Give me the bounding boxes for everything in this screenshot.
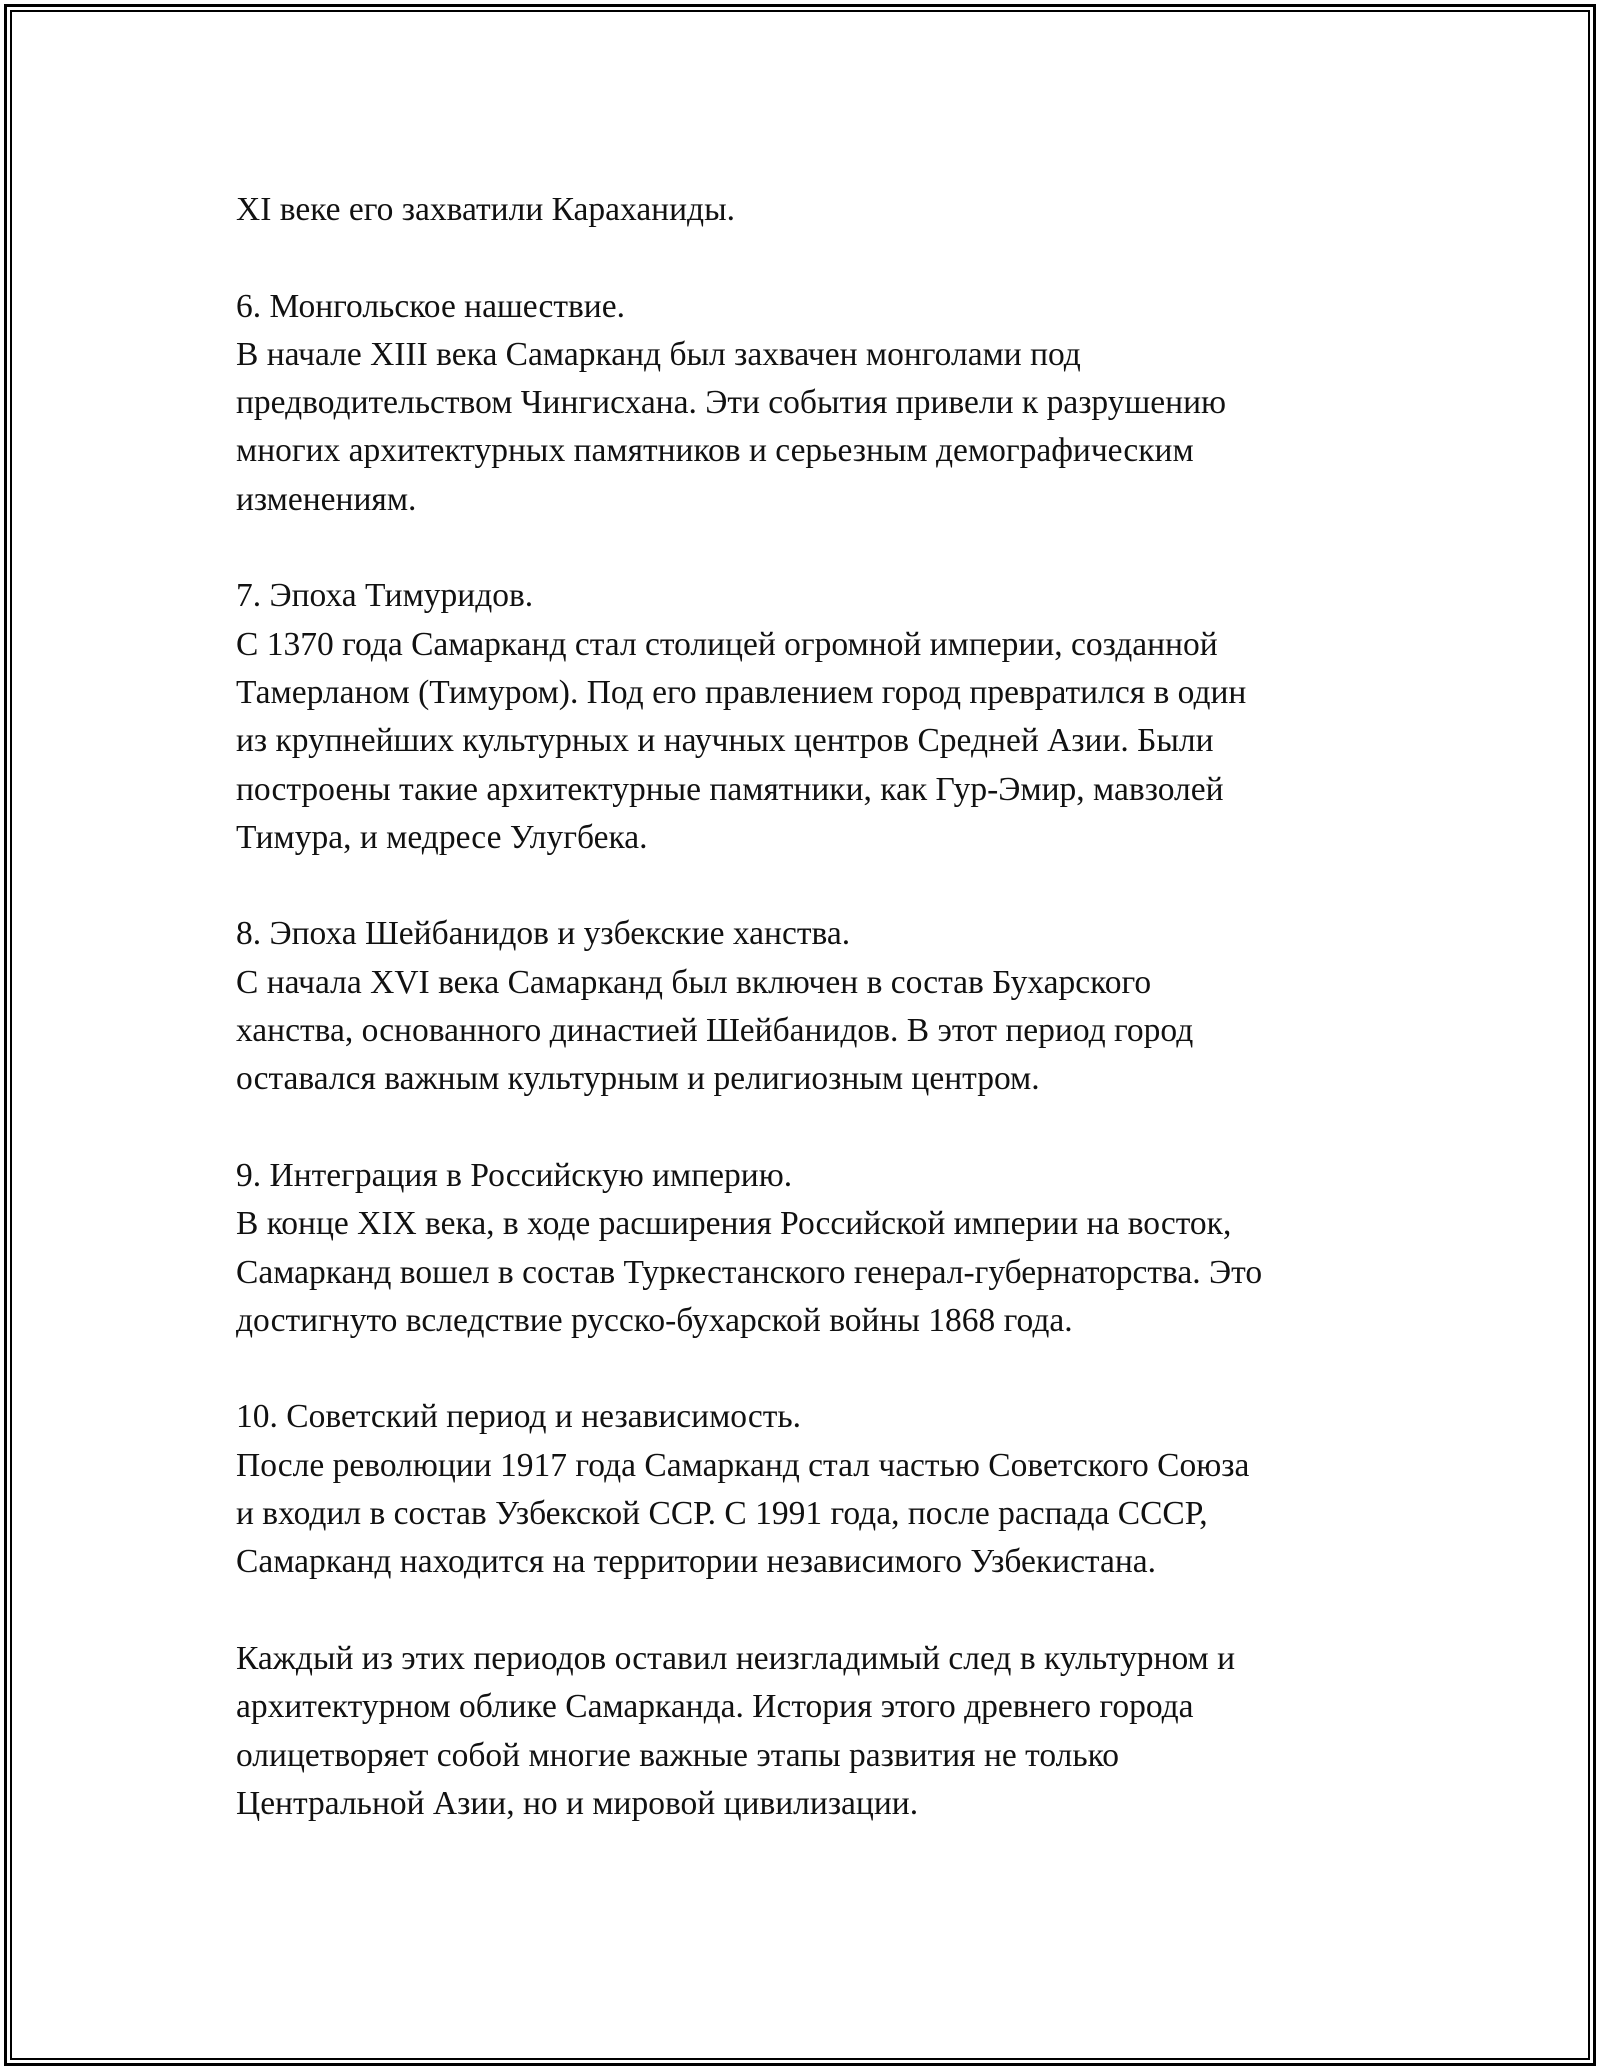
document-body — [236, 186, 1436, 1828]
section-line: ханства, основанного династией Шейбанидов. В этот период город — [236, 1012, 1194, 1050]
section-heading: 9. Интеграция в Российскую империю. — [236, 1156, 793, 1194]
paragraph-gap — [236, 524, 1436, 572]
section-line: В конце XIX века, в ходе расширения Российской империи на восток, — [236, 1205, 1232, 1243]
section-line: Тимура, и медресе Улугбека. — [236, 818, 648, 856]
section-line: С 1370 года Самарканд стал столицей огромной империи, созданной — [236, 625, 1218, 663]
section-timurids — [236, 572, 1436, 862]
section-line: оставался важным культурным и религиозным центром. — [236, 1060, 1040, 1098]
conclusion-line: Центральной Азии, но и мировой цивилизации. — [236, 1784, 919, 1822]
section-line: Самарканд находится на территории независимого Узбекистана. — [236, 1543, 1157, 1581]
intro-tail-line: XI веке его захватили Караханиды. — [236, 191, 735, 228]
section-line: из крупнейших культурных и научных центров Средней Азии. Были — [236, 722, 1214, 760]
section-russian-empire — [236, 1152, 1436, 1345]
section-heading: 7. Эпоха Тимуридов. — [236, 577, 534, 615]
section-line: С начала XVI века Самарканд был включен в состав Бухарского — [236, 963, 1152, 1001]
section-shaybanids — [236, 910, 1436, 1103]
paragraph-gap — [236, 1587, 1436, 1635]
paragraph-gap — [236, 234, 1436, 282]
section-heading: 8. Эпоха Шейбанидов и узбекские ханства. — [236, 915, 851, 953]
paragraph-gap — [236, 1104, 1436, 1152]
paragraph-gap — [236, 862, 1436, 910]
section-heading: 6. Монгольское нашествие. — [236, 287, 625, 325]
section-line: достигнуто вследствие русско-бухарской войны 1868 года. — [236, 1301, 1073, 1339]
paragraph-gap — [236, 1345, 1436, 1393]
section-line: После революции 1917 года Самарканд стал частью Советского Союза — [236, 1446, 1250, 1484]
section-line: изменениям. — [236, 480, 417, 518]
section-line: многих архитектурных памятников и серьезным демографическим — [236, 432, 1194, 470]
conclusion-line: архитектурном облике Самарканда. История этого древнего города — [236, 1688, 1194, 1726]
section-mongol-invasion — [236, 283, 1436, 524]
section-line: В начале XIII века Самарканд был захвачен монголами под — [236, 335, 1081, 373]
section-line: Тамерланом (Тимуром). Под его правлением город превратился в один — [236, 673, 1247, 711]
section-line: построены такие архитектурные памятники, как Гур-Эмир, мавзолей — [236, 770, 1224, 808]
section-heading: 10. Советский период и независимость. — [236, 1398, 802, 1436]
section-line: и входил в состав Узбекской ССР. С 1991 года, после распада СССР, — [236, 1495, 1208, 1533]
conclusion-paragraph — [236, 1635, 1436, 1828]
section-soviet-period — [236, 1393, 1436, 1586]
section-line: Самарканд вошел в состав Туркестанского генерал-губернаторства. Это — [236, 1253, 1263, 1291]
conclusion-line: Каждый из этих периодов оставил неизгладимый след в культурном и — [236, 1639, 1236, 1677]
conclusion-line: олицетворяет собой многие важные этапы развития не только — [236, 1736, 1119, 1774]
section-line: предводительством Чингисхана. Эти события привели к разрушению — [236, 384, 1227, 422]
